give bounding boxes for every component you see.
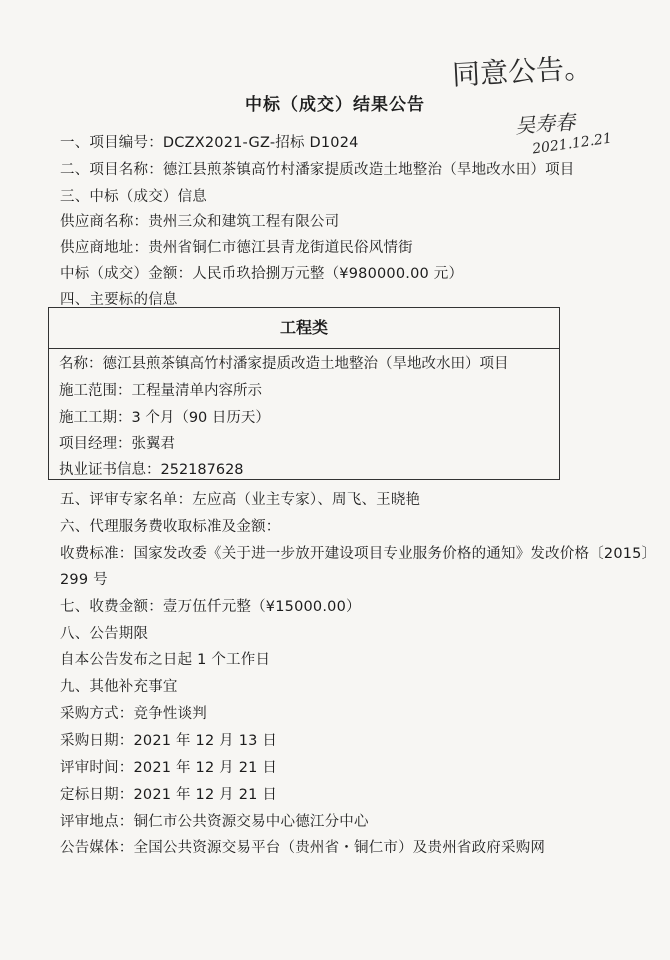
award-date: 定标日期：2021 年 12 月 21 日 [60, 787, 278, 803]
page-title: 中标（成交）结果公告 [245, 95, 425, 115]
section-notice-period: 八、公告期限 [60, 626, 149, 642]
table-row-scope: 施工范围：工程量清单内容所示 [59, 383, 262, 399]
fee-standard: 收费标准：国家发改委《关于进一步放开建设项目专业服务价格的通知》发改价格〔2015〕 [60, 546, 657, 562]
review-location: 评审地点：铜仁市公共资源交易中心德江分中心 [60, 814, 369, 830]
section-main-items: 四、主要标的信息 [60, 292, 178, 308]
notice-period: 自本公告发布之日起 1 个工作日 [60, 652, 271, 668]
engineering-info-table [48, 307, 560, 480]
procurement-method: 采购方式：竞争性谈判 [60, 706, 207, 722]
fee-amount: 七、收费金额：壹万伍仟元整（¥15000.00） [60, 599, 361, 615]
supplier-address: 供应商地址：贵州省铜仁市德江县青龙街道民俗风情街 [60, 240, 413, 256]
supplier-name: 供应商名称：贵州三众和建筑工程有限公司 [60, 214, 340, 230]
section-winner-info: 三、中标（成交）信息 [60, 189, 207, 205]
review-experts: 五、评审专家名单：左应高（业主专家）、周飞、王晓艳 [60, 492, 421, 508]
procurement-date: 采购日期：2021 年 12 月 13 日 [60, 733, 278, 749]
publication-media: 公告媒体：全国公共资源交易平台（贵州省・铜仁市）及贵州省政府采购网 [60, 840, 546, 856]
handwritten-approval: 同意公告。 [451, 51, 593, 92]
review-time: 评审时间：2021 年 12 月 21 日 [60, 760, 278, 776]
handwritten-date: 2021.12.21 [531, 130, 613, 158]
table-row-certificate: 执业证书信息：252187628 [59, 462, 244, 478]
project-number: 一、项目编号：DCZX2021-GZ-招标 D1024 [60, 135, 359, 151]
table-row-manager: 项目经理：张翼君 [59, 436, 175, 452]
section-agency-fee: 六、代理服务费收取标准及金额： [60, 519, 281, 535]
table-row-name: 名称：德江县煎茶镇高竹村潘家提质改造土地整治（旱地改水田）项目 [59, 356, 509, 372]
fee-standard-continued: 299 号 [60, 572, 108, 588]
section-other-matters: 九、其他补充事宜 [60, 679, 178, 695]
table-row-period: 施工工期：3 个月（90 日历天） [59, 410, 270, 426]
winning-amount: 中标（成交）金额：人民币玖拾捌万元整（¥980000.00 元） [60, 266, 464, 282]
handwritten-signature: 吴寿春 [514, 109, 576, 139]
project-name: 二、项目名称：德江县煎茶镇高竹村潘家提质改造土地整治（旱地改水田）项目 [60, 162, 575, 178]
table-header: 工程类 [49, 308, 559, 349]
